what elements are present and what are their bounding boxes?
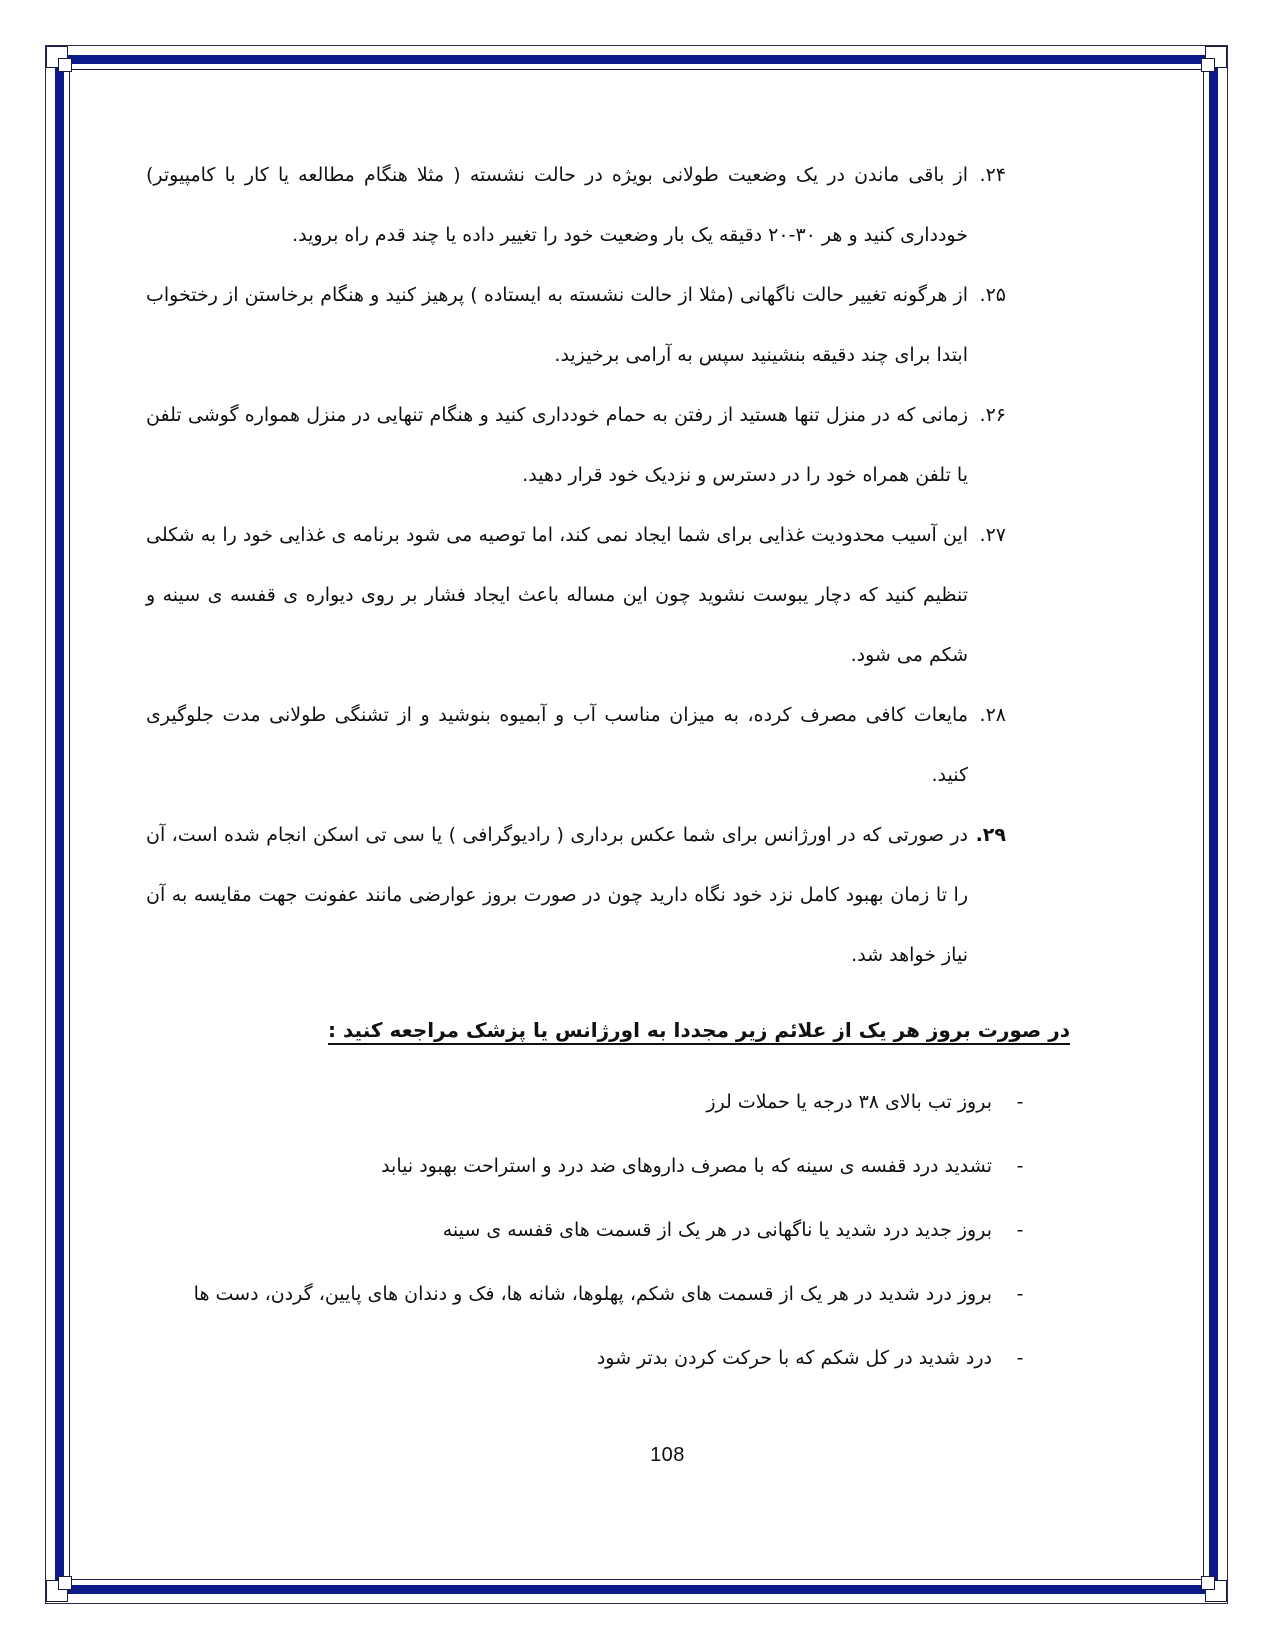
item-text: در صورتی که در اورژانس برای شما عکس برداری ( رادیوگرافی ) یا سی تی اسکن انجام شده است، آن را تا زمان بهبود کامل نزد خود نگاه دارید چون در صورت بروز عوارضی مانند عفونت جهت مقایسه به آن نیاز خواهد شد. (146, 824, 968, 966)
bullet-dash: - (1016, 1155, 1024, 1177)
item-text: زمانی که در منزل تنها هستید از رفتن به حمام خودداری کنید و هنگام تنهایی در منزل همواره گوشی تلفن یا تلفن همراه خود را در دسترس و نزدیک خود قرار دهید. (146, 404, 968, 486)
item-number: ۲۶. (979, 404, 1006, 426)
item-text: این آسیب محدودیت غذایی برای شما ایجاد نمی کند، اما توصیه می شود برنامه ی غذایی خود را به شکلی تنظیم کنید که دچار یبوست نشوید چون این مساله باعث ایجاد فشار بر روی دیواره ی قفسه ی سینه و شکم می شود. (146, 524, 968, 666)
item-number: ۲۹. (975, 824, 1006, 846)
frame-corner-ornament (1191, 46, 1227, 82)
instruction-item (146, 805, 1006, 985)
frame-corner-ornament (1191, 1566, 1227, 1602)
bullet-dash: - (1016, 1283, 1024, 1305)
item-text: از هرگونه تغییر حالت ناگهانی (مثلا از حالت نشسته به ایستاده ) پرهیز کنید و هنگام برخاستن از رختخواب ابتدا برای چند دقیقه بنشینید سپس به آرامی برخیزید. (146, 284, 968, 366)
bullet-dash: - (1016, 1347, 1024, 1369)
item-number: ۲۸. (979, 704, 1006, 726)
symptom-text: بروز درد شدید در هر یک از قسمت های شکم، پهلوها، شانه ها، فک و دندان های پایین، گردن، دست ها (193, 1283, 992, 1305)
item-number: ۲۵. (979, 284, 1006, 306)
bullet-dash: - (1016, 1091, 1024, 1113)
symptom-item (130, 1270, 1030, 1334)
bullet-dash: - (1016, 1219, 1024, 1241)
item-number: ۲۴. (979, 164, 1006, 186)
frame-corner-ornament (46, 1566, 82, 1602)
symptom-text: تشدید درد قفسه ی سینه که با مصرف داروهای ضد درد و استراحت بهبود نیابد (381, 1155, 992, 1177)
symptom-text: درد شدید در کل شکم که با حرکت کردن بدتر شود (596, 1347, 992, 1369)
page-number: 108 (650, 1444, 685, 1466)
item-text: از باقی ماندن در یک وضعیت طولانی بویژه در حالت نشسته ( مثلا هنگام مطالعه یا کار با کامپیوتر) خودداری کنید و هر ۳۰-۲۰ دقیقه یک بار وضعیت خود را تغییر داده یا چند قدم راه بروید. (146, 164, 968, 246)
frame-corner-ornament (46, 46, 82, 82)
symptom-item (130, 1206, 1030, 1270)
item-number: ۲۷. (979, 524, 1006, 546)
symptom-text: بروز تب بالای ۳۸ درجه یا حملات لرز (706, 1091, 992, 1113)
symptom-item (130, 1142, 1030, 1206)
symptom-item (130, 1078, 1030, 1142)
symptom-text: بروز جدید درد شدید یا ناگهانی در هر یک از قسمت های قفسه ی سینه (442, 1219, 992, 1241)
instruction-item (146, 385, 1006, 505)
instruction-item (146, 265, 1006, 385)
warning-heading: در صورت بروز هر یک از علائم زیر مجددا به اورژانس یا پزشک مراجعه کنید : (328, 1018, 1070, 1042)
symptom-list (130, 1078, 1030, 1398)
item-text: مایعات کافی مصرف کرده، به میزان مناسب آب و آبمیوه بنوشید و از تشنگی طولانی مدت جلوگیری کنید. (146, 704, 968, 786)
instruction-item (146, 145, 1006, 265)
instruction-item (146, 685, 1006, 805)
symptom-item (130, 1334, 1030, 1398)
instruction-list (146, 145, 1006, 985)
instruction-item (146, 505, 1006, 685)
